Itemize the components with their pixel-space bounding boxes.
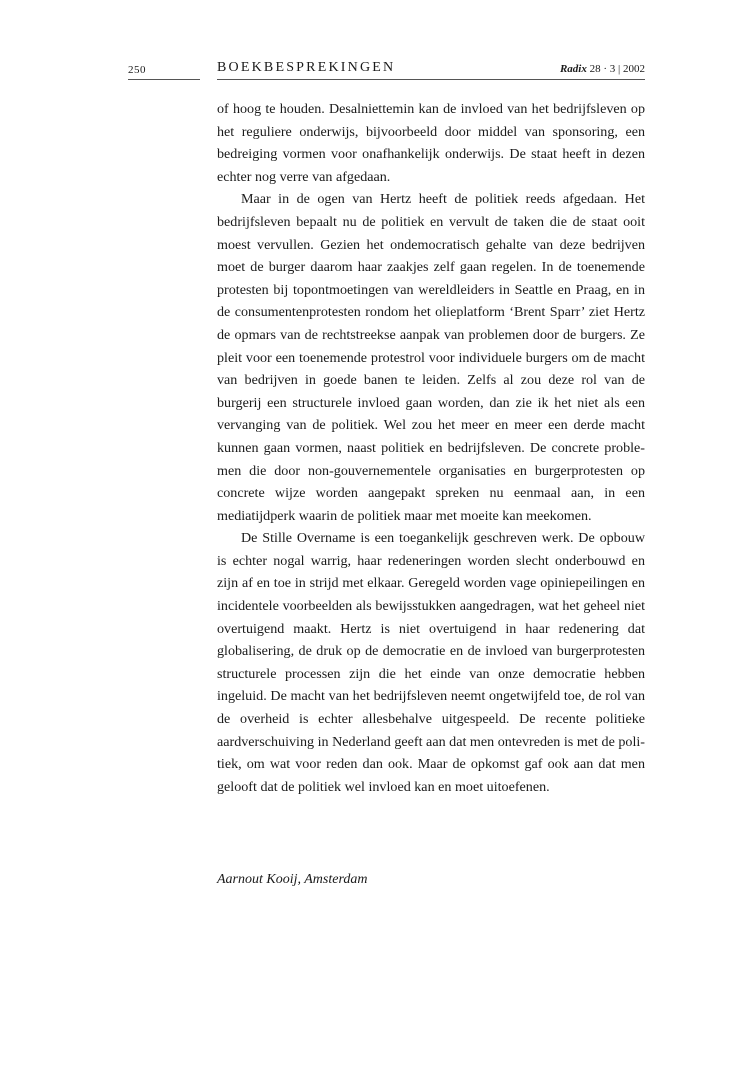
page-number: 250 bbox=[128, 64, 146, 76]
paragraph-2: Maar in de ogen van Hertz heeft de politiek reeds afgedaan. Het bedrijfsleven bepaalt nu de politiek en vervult de taken die de staat ooit moest vervullen. Gezien het ondemocratisch gehalte van deze bedrijven moet de burger daarom haar zaakjes zelf gaan regelen. In de toenemende protesten bij topontmoetingen van wereldleiders in Seattle en Praag, en in de consumentenprotesten rondom het olieplatform ‘Brent Sparr’ ziet Hertz de opmars van de rechtstreekse aanpak van problemen door de burgers. Ze pleit voor een toenemende protestrol voor individuele burgers om de macht van bedrijven in goede banen te leiden. Zelfs al zou deze rol van de burgerij een structurele invloed gaan worden, dan zie ik het niet als een vervanging van de politiek. Wel zou het meer en meer een derde macht kunnen gaan vormen, naast politiek en bedrijfsleven. De concrete problemen die door non-gouvernementele organisaties en burgerprotesten op concrete wijze worden aangepakt spreken nu eenmaal aan, in een mediatijdperk waarin de politiek maar met moeite kan meekomen. bbox=[217, 191, 645, 524]
paragraph-1: of hoog te houden. Desalniettemin kan de invloed van het bedrijfsleven op het reguliere onderwijs, bijvoorbeeld door middel van sponsoring, een bedreiging vormen voor onafhankelijk onderwijs. De staat heeft in dezen echter nog verre van afgedaan. bbox=[217, 101, 645, 185]
journal-name: Radix bbox=[559, 63, 587, 75]
paragraph-3: De Stille Overname is een toegankelijk geschreven werk. De opbouw is echter nogal warrig, haar redeneringen worden slecht onderbouwd en zijn af en toe in strijd met elkaar. Geregeld worden vage opiniepeilingen en incidentele voorbeelden als bewijsstukken aangedragen, wat het geheel niet overtuigend maakt. Hertz is niet overtuigend in haar redenering dat globalisering, de druk op de democratie en de invloed van burgerprotesten structurele processen zijn die het einde van onze democratie hebben ingeluid. De macht van het bedrijfsleven neemt ongetwijfeld toe, de rol van de overheid is echter allesbehalve uitgespeeld. De recente politieke aardverschuiving in Nederland geeft aan dat men ontevreden is met de politiek, om wat voor reden dan ook. Maar de opkomst gaf ook aan dat men gelooft dat de politiek wel invloed kan en moet uitoefenen. bbox=[217, 530, 645, 795]
author-signature: Aarnout Kooij, Amsterdam bbox=[217, 872, 368, 887]
header-rule bbox=[217, 79, 645, 80]
section-title: BOEKBESPREKINGEN bbox=[217, 60, 396, 75]
margin-rule bbox=[128, 79, 200, 80]
running-header-journal bbox=[560, 63, 645, 75]
article-body bbox=[217, 98, 645, 798]
journal-issue: 28 · 3 | 2002 bbox=[589, 63, 645, 75]
